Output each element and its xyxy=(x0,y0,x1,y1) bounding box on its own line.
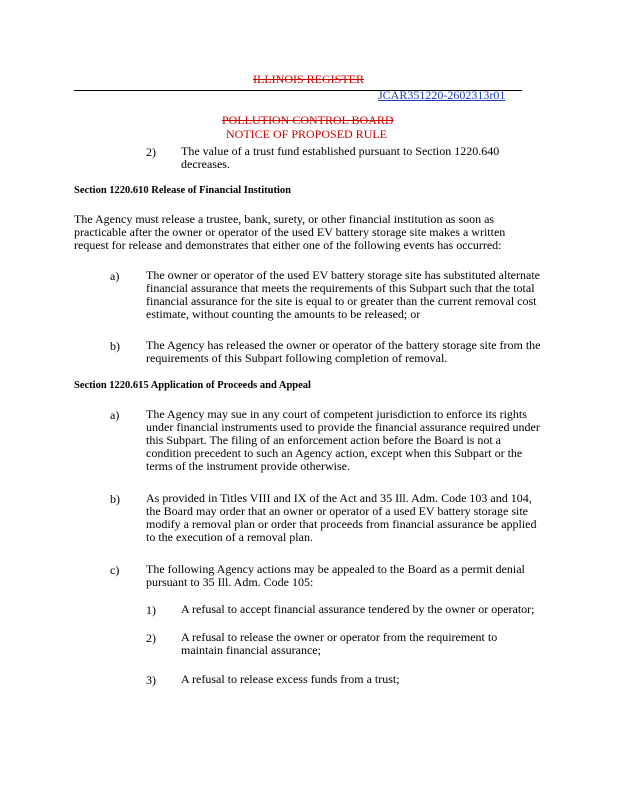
line: The Agency may sue in any court of competent jurisdiction to enforce its rights xyxy=(146,407,527,421)
item-a-text xyxy=(146,269,540,321)
line: modify a removal plan or order that proceeds from financial assurance be applied xyxy=(146,517,537,531)
item-615c-text xyxy=(146,563,525,589)
header-rule xyxy=(74,90,522,91)
line: pursuant to 35 Ill. Adm. Code 105: xyxy=(146,575,314,589)
line: The Agency has released the owner or operator of the battery storage site from the xyxy=(146,338,541,352)
line: A refusal to release the owner or operator from the requirement to xyxy=(181,630,498,644)
line: A refusal to release excess funds from a trust; xyxy=(181,672,400,686)
subitem-1-text xyxy=(181,603,535,616)
line: financial assurance that meets the requirements of this Subpart such that the total xyxy=(146,281,535,295)
line: terms of the instrument provide otherwise. xyxy=(146,459,350,473)
line: condition precedent to such an Agency action, except when this Subpart or the xyxy=(146,446,523,460)
subitem-2-text xyxy=(181,631,497,657)
line: The owner or operator of the used EV battery storage site has substituted alternate xyxy=(146,268,540,282)
line: The Agency must release a trustee, bank, surety, or other financial institution as soon as xyxy=(74,212,495,226)
line: maintain financial assurance; xyxy=(181,643,321,657)
line: this Subpart. The filing of an enforcement action before the Board is not a xyxy=(146,433,502,447)
top-item-text xyxy=(181,145,499,171)
subitem-2-label: 2) xyxy=(146,631,156,645)
document-code: JCAR351220-2602313r01 xyxy=(378,88,506,102)
line: the Board may order that an owner or operator of a used EV battery storage site xyxy=(146,504,528,518)
item-615b-label: b) xyxy=(110,492,120,506)
subitem-3-label: 3) xyxy=(146,673,156,687)
item-615a-text xyxy=(146,408,540,473)
line: decreases. xyxy=(181,157,230,171)
line: financial assurance for the site is equal to or greater than the current removal cost xyxy=(146,294,537,308)
item-b-text xyxy=(146,339,541,365)
top-item-label: 2) xyxy=(146,145,156,159)
line: The value of a trust fund established pursuant to Section 1220.640 xyxy=(181,144,500,158)
line: estimate, without counting the amounts to be released; or xyxy=(146,307,421,321)
line: to the execution of a removal plan. xyxy=(146,530,313,544)
line: practicable after the owner or operator of the used EV battery storage site makes a written xyxy=(74,225,506,239)
item-a-label: a) xyxy=(110,269,120,283)
notice-title: NOTICE OF PROPOSED RULE xyxy=(226,127,388,141)
section-610-heading: Section 1220.610 Release of Financial Institution xyxy=(74,185,291,196)
subitem-1-label: 1) xyxy=(146,603,156,617)
item-615b-text xyxy=(146,492,537,544)
item-b-label: b) xyxy=(110,339,120,353)
register-title: ILLINOIS REGISTER xyxy=(253,72,364,86)
line: requirements of this Subpart following completion of removal. xyxy=(146,351,448,365)
board-title: POLLUTION CONTROL BOARD xyxy=(222,113,394,127)
line: As provided in Titles VIII and IX of the Act and 35 Ill. Adm. Code 103 and 104, xyxy=(146,491,532,505)
item-615a-label: a) xyxy=(110,408,120,422)
line: request for release and demonstrates that either one of the following events has occurred: xyxy=(74,238,502,252)
section-610-intro xyxy=(74,213,505,252)
section-615-heading: Section 1220.615 Application of Proceeds and Appeal xyxy=(74,380,311,391)
line: A refusal to accept financial assurance tendered by the owner or operator; xyxy=(181,602,535,616)
line: The following Agency actions may be appealed to the Board as a permit denial xyxy=(146,562,525,576)
line: under financial instruments used to provide the financial assurance required under xyxy=(146,420,540,434)
subitem-3-text xyxy=(181,673,400,686)
item-615c-label: c) xyxy=(110,563,120,577)
